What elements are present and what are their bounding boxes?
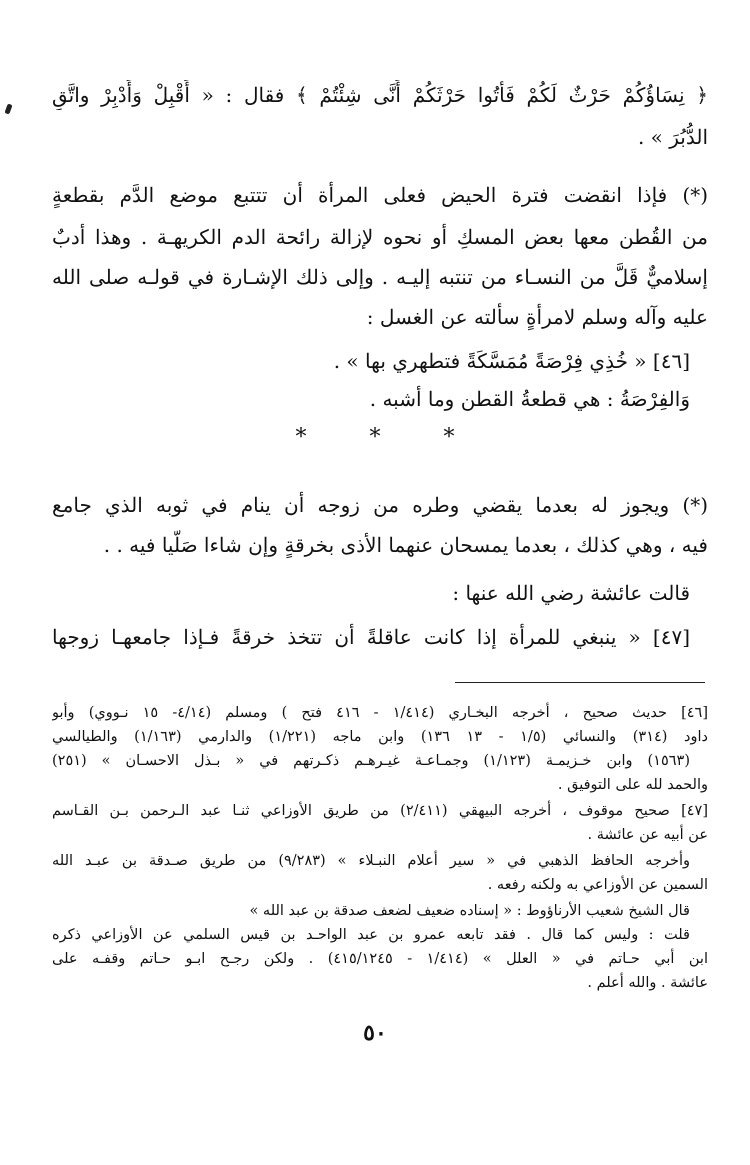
- footnote-line-5: [٤٧] صحيح موقوف ، أخرجه البيهقي (٢/٤١١) من طريق الأوزاعي ثنـا عبد الـرحمن بـن القـاسم: [52, 803, 708, 819]
- main-line-2: الدُّبُرَ » .: [637, 125, 708, 149]
- footnote-line-2: داود (٣١٤) والنسائي (١/٥ - ١٣ ١٣٦) وابن ماجه (١/٢٢١) والدارمي (١/١٦٣) والطيالسي: [52, 729, 708, 745]
- definition-line: وَالفِرْصَةُ : هي قطعةُ القطن وما أشبه .: [369, 387, 690, 411]
- footnote-rule: [455, 682, 705, 683]
- footnote-line-7: وأخرجه الحافظ الذهبي في « سير أعلام النبـلاء » (٩/٢٨٣) من طريق صـدقة بن عبـد الله: [52, 853, 690, 869]
- footnote-line-8: السمين عن الأوزاعي به ولكنه رفعه .: [487, 877, 708, 893]
- hadith-46: [٤٦] « خُذِي فِرْصَةً مُمَسَّكَةً فتطهري بها » .: [333, 349, 690, 373]
- footnote-line-6: عن أبيه عن عائشة .: [587, 827, 708, 843]
- main-line-11: قالت عائشة رضي الله عنها :: [452, 581, 690, 605]
- margin-mark: [4, 103, 12, 114]
- section-separator: * * *: [295, 425, 483, 450]
- footnote-line-1: [٤٦] حديث صحيح ، أخرجه البخـاري (١/٤١٤ - ٤١٦ فتح ) ومسلم (٤/١٤- ١٥ نـووي) وأبو: [52, 705, 708, 721]
- main-line-6: عليه وآله وسلم لامرأةٍ سألته عن الغسل :: [366, 305, 708, 329]
- footnote-line-9: قال الشيخ شعيب الأرناؤوط : « إسناده ضعيف لضعف صدقة بن عبد الله »: [249, 903, 690, 919]
- footnote-line-11: ابن أبي حـاتم في « العلل » (١/٤١٤ - ٤١٥/١٢٤٥) . ولكن رجـح ابـو حـاتم وقفـه على: [52, 951, 708, 967]
- main-line-10: فيه ، وهي كذلك ، بعدما يمسحان عنهما الأذى بخرقةٍ وإن شاءا صَلَّيا فيه . .: [103, 533, 708, 557]
- hadith-47: [٤٧] « ينبغي للمرأة إذا كانت عاقلةً أن تتخذ خرقةً فـإذا جامعهـا زوجها: [52, 625, 690, 649]
- main-line-3: (*) فإذا انقضت فترة الحيض فعلى المرأة أن تتتبع موضع الدَّم بقطعةٍ: [52, 183, 708, 207]
- main-line-1: ﴿ نِسَاؤُكُمْ حَرْثٌ لَكُمْ فَأْتُوا حَرْثَكُمْ أَنَّى شِئْتُمْ ﴾ فقال : « أَقْبِلْ وَأَدْبِرْ واتَّقِ: [52, 83, 708, 107]
- footnote-line-12: عائشة . والله أعلم .: [587, 975, 708, 991]
- footnote-line-10: قلت : وليس كما قال . فقد تابعه عمرو بن عبد الواحـد بن قيس السلمي عن الأوزاعي ذكره: [52, 927, 690, 943]
- footnote-line-4: والحمد لله على التوفيق .: [557, 777, 708, 793]
- footnote-line-3: (١٥٦٣) وابن خـزيمـة (١/١٢٣) وجمـاعـة غيـرهـم ذكـرتهم في « بـذل الاحسـان » (٢٥١): [52, 753, 690, 769]
- main-line-4: من القُطن معها بعض المسكِ أو نحوه لإزالة رائحة الدم الكريهـة . وهذا أدبٌ: [52, 225, 708, 249]
- page-number: ٥٠: [363, 1020, 387, 1046]
- main-line-5: إسلاميٌّ قَلَّ من النسـاء من تنتبه إليـه . وإلى ذلك الإشـارة في قولـه صلى الله: [52, 265, 708, 289]
- main-line-9: (*) ويجوز له بعدما يقضي وطره من زوجه أن ينام في ثوبه الذي جامع: [52, 493, 708, 517]
